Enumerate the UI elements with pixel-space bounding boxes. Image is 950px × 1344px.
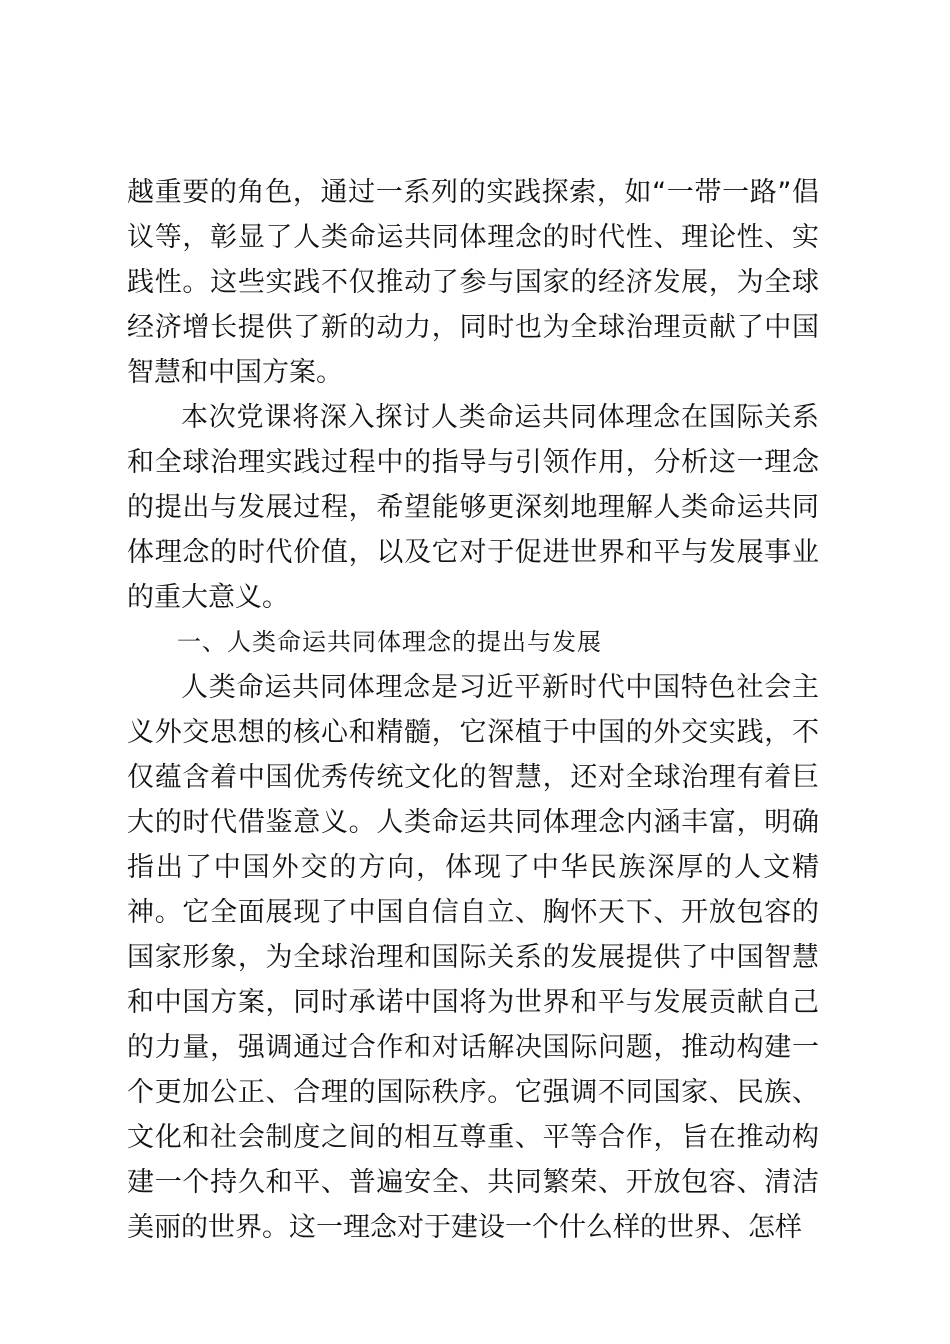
document-body: [127, 170, 819, 1250]
paragraph-section-body: 人类命运共同体理念是习近平新时代中国特色社会主义外交思想的核心和精髓，它深植于中国的外交实践，不仅蕴含着中国优秀传统文化的智慧，还对全球治理有着巨大的时代借鉴意义。人类命运共同体理念内涵丰富，明确指出了中国外交的方向，体现了中华民族深厚的人文精神。它全面展现了中国自信自立、胸怀天下、开放包容的国家形象，为全球治理和国际关系的发展提供了中国智慧和中国方案，同时承诺中国将为世界和平与发展贡献自己的力量，强调通过合作和对话解决国际问题，推动构建一个更加公正、合理的国际秩序。它强调不同国家、民族、文化和社会制度之间的相互尊重、平等合作，旨在推动构建一个持久和平、普遍安全、共同繁荣、开放包容、清洁美丽的世界。这一理念对于建设一个什么样的世界、怎样: [127, 672, 819, 1243]
paragraph-continuation: 越重要的角色，通过一系列的实践探索，如“一带一路”倡议等，彰显了人类命运共同体理念的时代性、理论性、实践性。这些实践不仅推动了参与国家的经济发展，为全球经济增长提供了新的动力，同时也为全球治理贡献了中国智慧和中国方案。: [127, 177, 819, 388]
paragraph-course-intro: 本次党课将深入探讨人类命运共同体理念在国际关系和全球治理实践过程中的指导与引领作用，分析这一理念的提出与发展过程，希望能够更深刻地理解人类命运共同体理念的时代价值，以及它对于促进世界和平与发展事业的重大意义。: [127, 402, 819, 613]
section-heading: 一、人类命运共同体理念的提出与发展: [177, 628, 602, 656]
